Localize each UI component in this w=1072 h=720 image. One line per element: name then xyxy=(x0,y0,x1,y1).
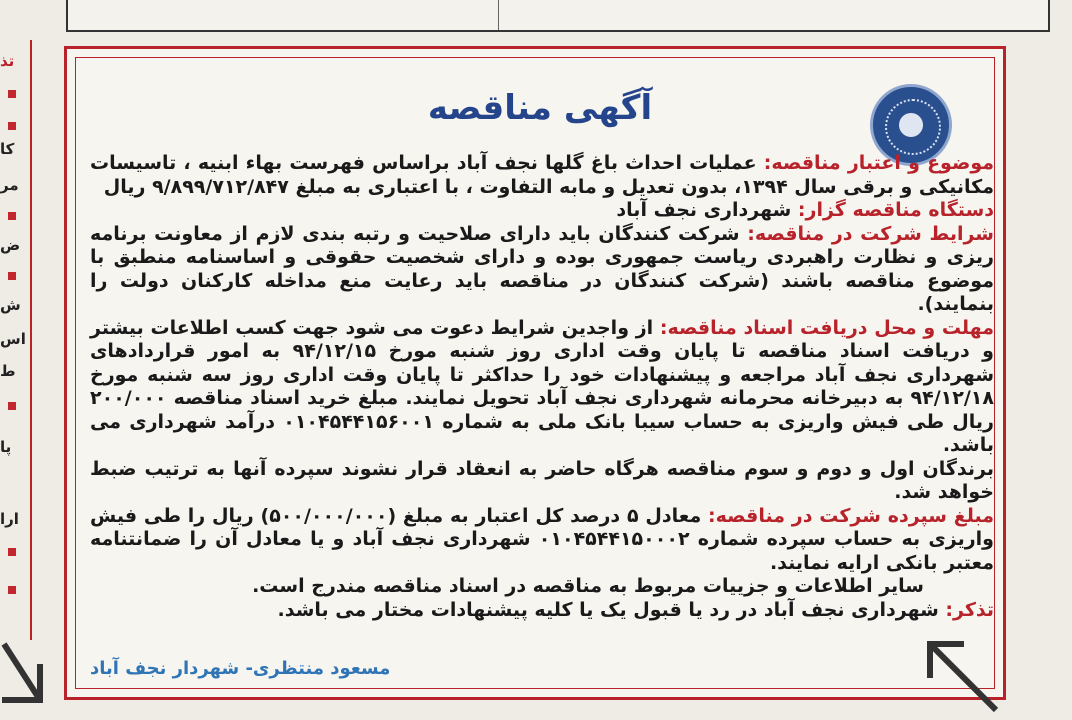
corner-arrow-icon xyxy=(0,630,90,720)
strip-fragment: کا xyxy=(0,140,15,158)
box-divider xyxy=(498,0,499,30)
deadline-paragraph xyxy=(90,317,994,458)
bullet-icon xyxy=(8,212,16,220)
conditions-text: شرکت کنندگان باید دارای صلاحیت و رتبه بندی لازم از معاونت برنامه ریزی و نظارت راهبردی ریاست جمهوری بوده و دارای شخصیت حقوقی و اساسنامه منطبق با موضوع مناقصه باشند (شرکت کنندگان در مناقصه باید رعایت منع مداخله کارکنان دولت را بنمایند). xyxy=(90,222,994,315)
strip-fragment: ض xyxy=(0,236,21,254)
deposit-paragraph xyxy=(90,505,994,576)
conditions-paragraph xyxy=(90,223,994,317)
bullet-icon xyxy=(8,122,16,130)
deposit-label: مبلغ سپرده شرکت در مناقصه: xyxy=(708,504,995,527)
organizer-text: شهرداری نجف آباد xyxy=(616,199,798,221)
conditions-label: شرایط شرکت در مناقصه: xyxy=(747,222,994,245)
reminder-text: شهرداری نجف آباد در رد یا قبول یک یا کلیه پیشنهادات مختار می باشد. xyxy=(277,598,946,621)
other-info-paragraph: سایر اطلاعات و جزییات مربوط به مناقصه در اسناد مناقصه مندرج است. xyxy=(252,575,924,597)
strip-fragment: اس xyxy=(0,330,26,348)
subject-label: موضوع و اعتبار مناقصه: xyxy=(763,152,994,174)
strip-fragment: ش xyxy=(0,296,21,314)
bullet-icon xyxy=(8,90,16,98)
signature: مسعود منتظری- شهردار نجف آباد xyxy=(90,658,391,679)
deadline-label: مهلت و محل دریافت اسناد مناقصه: xyxy=(659,316,994,339)
bullet-icon xyxy=(8,272,16,280)
corner-arrow-icon xyxy=(916,630,1006,720)
strip-fragment: ارا xyxy=(0,510,19,528)
deposit-text: معادل ۵ درصد کل اعتبار به مبلغ (۵۰۰/۰۰۰/۰۰۰) ریال را طی فیش واریزی به حساب سپرده شماره ۰۱۰۴۵۴۴۱۵۰۰۰۲ شهرداری نجف آباد و یا معادل آن را ضمانتنامه معتبر بانکی ارایه نمایند. xyxy=(90,504,994,574)
strip-fragment: مر xyxy=(0,176,19,194)
bullet-icon xyxy=(8,586,16,594)
previous-ad-box xyxy=(66,0,1050,32)
column-edge-line xyxy=(30,40,32,640)
winners-paragraph: برندگان اول و دوم و سوم مناقصه هرگاه حاضر به انعقاد قرار نشوند سپرده آنها به ترتیب ضبط خواهد شد. xyxy=(90,457,994,503)
strip-fragment: ط xyxy=(0,362,16,380)
reminder-paragraph xyxy=(90,599,994,623)
ad-title: آگهی مناقصه xyxy=(427,88,653,128)
subject-text: عملیات احداث باغ گلها نجف آباد براساس فهرست بهاء ابنیه ، تاسیسات مکانیکی و برقی سال ۱۳۹۴، بدون تعدیل و مابه التفاوت ، با اعتباری به مبلغ ۹/۸۹۹/۷۱۲/۸۴۷ ریال xyxy=(90,152,994,198)
organizer-label: دستگاه مناقصه گزار: xyxy=(797,199,994,221)
subject-paragraph xyxy=(90,152,994,199)
bullet-icon xyxy=(8,548,16,556)
strip-fragment: تذ xyxy=(0,52,15,70)
ad-body xyxy=(90,152,994,622)
left-column-strip xyxy=(0,40,34,640)
bullet-icon xyxy=(8,402,16,410)
strip-fragment: پا xyxy=(0,438,12,456)
organizer-paragraph xyxy=(90,199,994,223)
deadline-text: از واجدین شرایط دعوت می شود جهت کسب اطلاعات بیشتر و دریافت اسناد مناقصه تا پایان وقت اداری روز شنبه مورخ ۹۴/۱۲/۱۵ به امور قراردادهای شهرداری نجف آباد مراجعه و پیشنهادات خود را حداکثر تا پایان وقت اداری روز سه شنبه مورخ ۹۴/۱۲/۱۸ به دبیرخانه محرمانه شهرداری نجف آباد تحویل نمایند. مبلغ خرید اسناد مناقصه ۲۰۰/۰۰۰ ریال طی فیش واریزی به حساب سیبا بانک ملی به شماره ۰۱۰۴۵۴۴۱۵۶۰۰۱ درآمد شهرداری می باشد. xyxy=(90,316,994,456)
reminder-label: تذکر: xyxy=(945,598,994,621)
